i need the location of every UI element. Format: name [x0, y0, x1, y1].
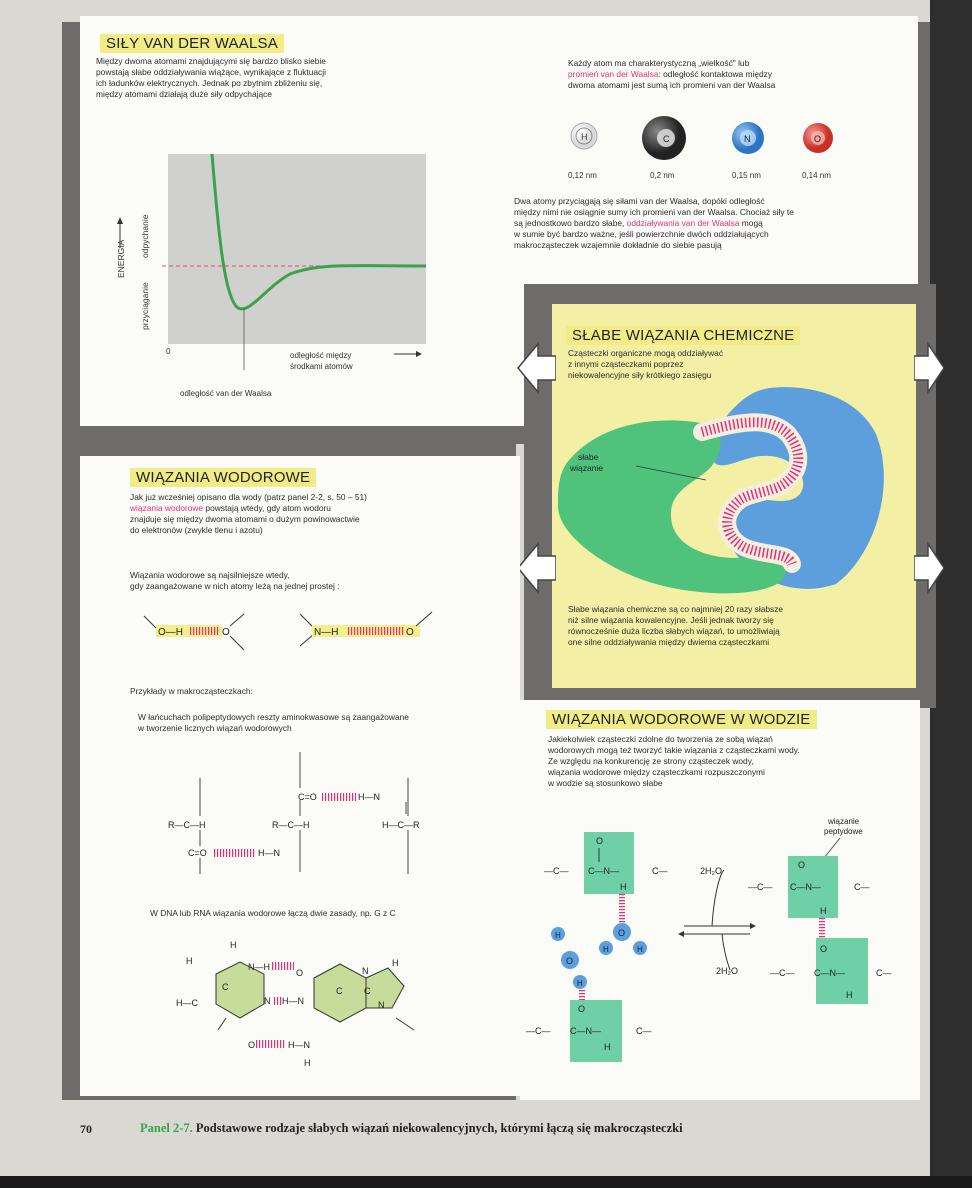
caption-panel-ref: Panel 2-7.: [140, 1121, 193, 1135]
gc-basepair-diagram: [156, 938, 456, 1078]
svg-text:R—C—H: R—C—H: [272, 820, 310, 830]
weak-bond-label-1: słabe: [578, 452, 599, 462]
arrow-left-bottom: [516, 540, 556, 596]
svg-text:H: H: [230, 940, 237, 950]
svg-text:O: O: [566, 956, 574, 966]
graph-ylabel-repel: odpychanie: [140, 214, 150, 258]
atom-c-symbol: C: [663, 134, 670, 144]
svg-text:N: N: [378, 1000, 385, 1010]
svg-text:H—N: H—N: [358, 792, 380, 802]
h2o-label-top: 2H₂O: [700, 866, 722, 876]
svg-text:N—H: N—H: [248, 962, 270, 972]
atom-h-radius: 0,12 nm: [568, 171, 597, 180]
svg-text:O: O: [248, 1040, 256, 1050]
vdw-attract-text: Dwa atomy przyciągają się siłami van der Waalsa, dopóki odległość między nimi nie osiągnie sumy ich promieni van der Waalsa. Chociaż siły te są jednostkowo bardzo słabe, oddziaływania van der Waalsa mogą w sumie być bardzo ważne, jeśli powierzchnie dwóch oddziałujących makrocząsteczek wzajemnie dokładnie do siebie pasują: [514, 196, 794, 250]
svg-text:—C—: —C—: [544, 866, 569, 876]
peptide-box-1: [584, 832, 634, 894]
svg-text:H: H: [820, 906, 827, 916]
svg-text:O: O: [222, 627, 230, 638]
svg-text:O: O: [406, 627, 414, 638]
svg-text:H—N: H—N: [258, 848, 280, 858]
vdw-radius-text: Każdy atom ma charakterystyczną „wielkość" lub promień van der Waalsa: odległość kontaktowa między dwoma atomami jest sumą ich promieni van der Waalsa: [568, 58, 776, 90]
graph-xlabel-1: odległość między: [290, 351, 352, 360]
svg-text:—C—: —C—: [770, 968, 795, 978]
water-hbond-diagram: [524, 814, 920, 1084]
atom-n-symbol: N: [744, 134, 751, 144]
svg-text:O: O: [820, 944, 828, 954]
svg-text:C—N—: C—N—: [570, 1026, 601, 1036]
svg-text:C=O: C=O: [298, 792, 317, 802]
svg-text:C—: C—: [636, 1026, 652, 1036]
hbond-dna-text: W DNA lub RNA wiązania wodorowe łączą dwie zasady, np. G z C: [150, 908, 396, 918]
svg-text:—C—: —C—: [526, 1026, 551, 1036]
graph-ylabel-attract: przyciąganie: [140, 282, 150, 330]
atom-c-radius: 0,2 nm: [650, 171, 675, 180]
svg-text:H—C—R: H—C—R: [382, 820, 420, 830]
svg-text:O: O: [618, 928, 626, 938]
hbond-intro: Jak już wcześniej opisano dla wody (patrz panel 2-2, s. 50 – 51) wiązania wodorowe powstają wtedy, gdy atom wodoru znajduje się między dwoma atomami o dużym powinowactwie do elektronów (zwykle tlenu i azotu): [130, 492, 367, 535]
svg-text:H: H: [846, 990, 853, 1000]
graph-min-label: odległość van der Waalsa: [180, 389, 272, 398]
svg-text:C—: C—: [854, 882, 870, 892]
x-axis-arrow-head: [416, 351, 422, 357]
weak-title: SŁABE WIĄZANIA CHEMICZNE: [566, 326, 800, 345]
atom-radii-row: [556, 112, 856, 184]
water-title: WIĄZANIA WODOROWE W WODZIE: [546, 710, 817, 729]
weak-bottom-text: Słabe wiązania chemiczne są co najmniej 20 razy słabsze niż silne wiązania kowalencyjne. Jeśli jednak tworzy się równocześnie duża liczba słabych wiązań, to umożliwiają one silne oddziaływania między dwiema cząsteczkami: [568, 604, 784, 647]
arrow-right-bottom: [914, 540, 944, 596]
svg-text:C—: C—: [652, 866, 668, 876]
hbond-poly-text: W łańcuchach polipeptydowych reszty aminokwasowe są zaangażowane w tworzenie licznych wiązań wodorowych: [138, 712, 409, 733]
atom-h-symbol: H: [581, 132, 588, 142]
caption-text: Podstawowe rodzaje słabych wiązań niekowalencyjnych, którymi łączą się makrocząsteczki: [195, 1121, 683, 1135]
linear-hbond-diagrams: [140, 606, 440, 656]
vdw-intro: Między dwoma atomami znajdującymi się bardzo blisko siebie powstają słabe oddziaływania wiążące, wynikające z fluktuacji ich ładunków elektrycznych. Jednak po zbytnim zbliżeniu się, między atomami działają duże siły odpychające: [96, 56, 326, 99]
atom-n-radius: 0,15 nm: [732, 171, 761, 180]
vdw-title: SIŁY VAN DER WAALSA: [100, 34, 284, 53]
weak-bond-label-2: wiązanie: [570, 463, 604, 473]
svg-text:H—C: H—C: [176, 998, 198, 1008]
figure-caption: [140, 1121, 683, 1136]
svg-text:C=O: C=O: [188, 848, 207, 858]
svg-text:—C—: —C—: [748, 882, 773, 892]
page-number: 70: [80, 1122, 92, 1136]
svg-text:N—H: N—H: [314, 627, 339, 638]
guanine-ring-5: [366, 968, 404, 1008]
weak-intro: Cząsteczki organiczne mogą oddziaływać z innymi cząsteczkami poprzez niekowalencyjne siły krótkiego zasięgu: [568, 348, 724, 380]
weak-bond-illustration: [556, 384, 896, 598]
energy-graph: [100, 148, 440, 408]
arrow-right-top: [914, 340, 944, 396]
svg-text:N: N: [264, 996, 271, 1006]
graph-plot-area: [168, 154, 426, 344]
svg-text:R—C—H: R—C—H: [168, 820, 206, 830]
svg-text:H—N: H—N: [288, 1040, 310, 1050]
graph-zero-label: 0: [166, 347, 171, 356]
hbond-examples: Przykłady w makrocząsteczkach:: [130, 686, 253, 696]
svg-text:N: N: [362, 966, 369, 976]
svg-text:C—N—: C—N—: [790, 882, 821, 892]
graph-xlabel-2: środkami atomów: [290, 362, 353, 371]
bottom-edge-shadow: [0, 1176, 972, 1188]
svg-text:C—N—: C—N—: [814, 968, 845, 978]
svg-text:O: O: [596, 836, 604, 846]
svg-text:H: H: [620, 882, 627, 892]
h2o-label-bottom: 2H₂O: [716, 966, 738, 976]
hbond-linear-text: Wiązania wodorowe są najsilniejsze wtedy, gdy zaangażowane w nich atomy leżą na jednej prostej :: [130, 570, 340, 591]
atom-o-symbol: O: [814, 134, 822, 144]
svg-text:C: C: [364, 986, 371, 996]
svg-text:H—N: H—N: [282, 996, 304, 1006]
svg-text:H: H: [577, 979, 583, 988]
svg-text:H: H: [604, 1042, 611, 1052]
graph-ylabel-energy: ENERGIA: [116, 239, 126, 278]
svg-text:C—: C—: [876, 968, 892, 978]
svg-text:C—N—: C—N—: [588, 866, 619, 876]
svg-text:H: H: [304, 1058, 311, 1068]
y-axis-arrow-head: [117, 217, 123, 224]
svg-text:H: H: [603, 945, 609, 954]
arrow-left-top: [516, 340, 556, 396]
atom-o-radius: 0,14 nm: [802, 171, 831, 180]
polypeptide-hbond-diagram: [160, 752, 460, 882]
svg-text:C: C: [336, 986, 343, 996]
svg-text:O: O: [578, 1004, 586, 1014]
peptide-label-2: peptydowe: [824, 827, 863, 836]
svg-text:O: O: [798, 860, 806, 870]
peptide-label-1: wiązanie: [828, 817, 860, 826]
svg-text:C: C: [222, 982, 229, 992]
svg-text:O—H: O—H: [158, 627, 183, 638]
svg-text:H: H: [637, 945, 643, 954]
svg-text:O: O: [296, 968, 304, 978]
hbond-title: WIĄZANIA WODOROWE: [130, 468, 316, 487]
svg-text:H: H: [392, 958, 399, 968]
svg-text:H: H: [186, 956, 193, 966]
svg-text:H: H: [555, 931, 561, 940]
water-text: Jakiekolwiek cząsteczki zdolne do tworzenia ze sobą wiązań wodorowych mogą też tworzyć takie wiązania z cząsteczkami wody. Ze względu na konkurencję ze strony cząsteczek wody, wiązania wodorowe między cząsteczkami rozpuszczonymi w wodzie są stosunkowo słabe: [548, 734, 800, 788]
